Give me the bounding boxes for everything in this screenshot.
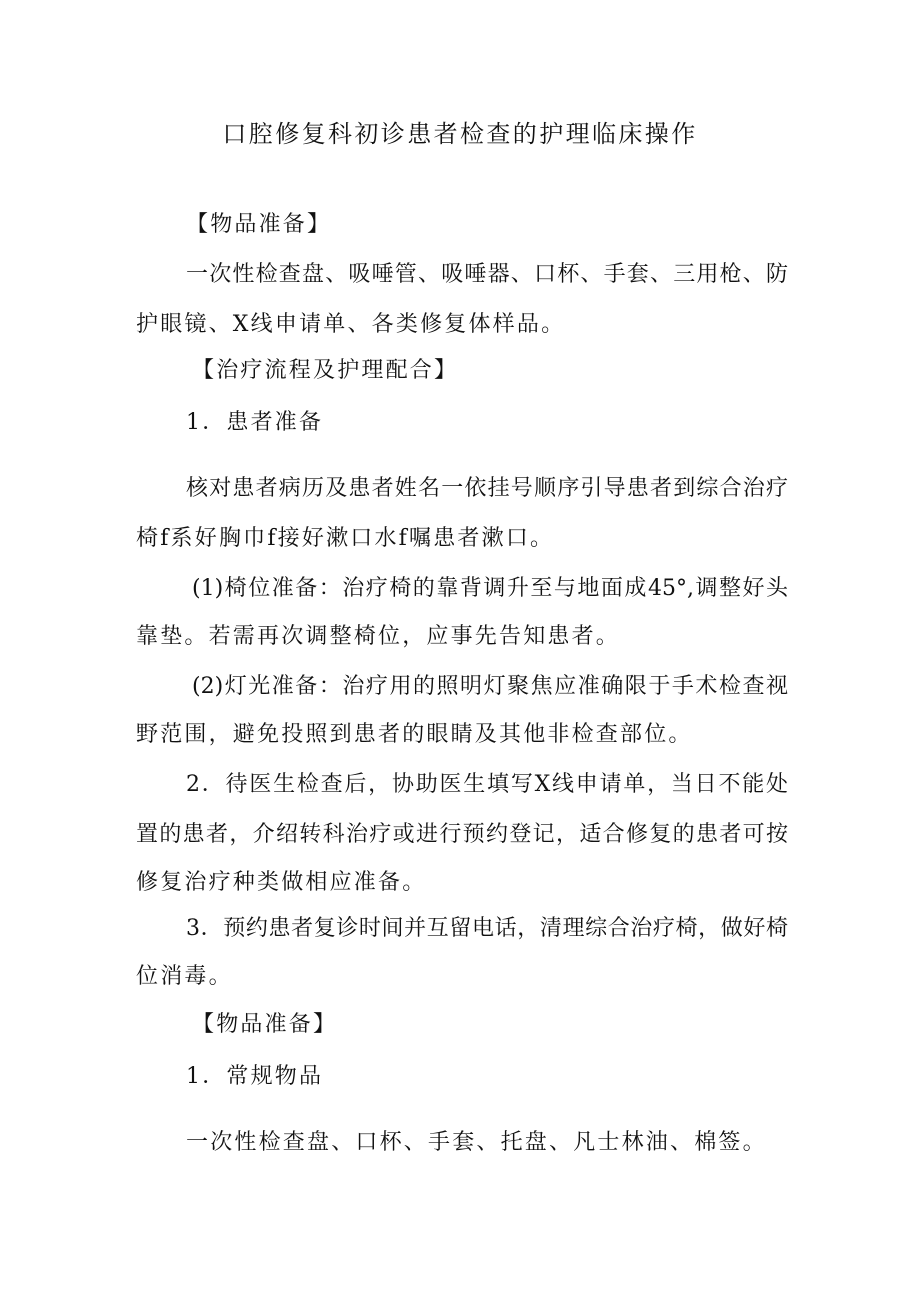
paragraph-line: (1)椅位准备：治疗椅的靠背调升至与地面成45°,调整好头 bbox=[192, 576, 788, 601]
paragraph-line: 椅f系好胸巾f接好漱口水f嘱患者漱口。 bbox=[136, 526, 555, 551]
paragraph-line: 3．预约患者复诊时间并互留电话，清理综合治疗椅，做好椅 bbox=[186, 916, 788, 941]
section-heading: 【物品准备】 bbox=[186, 212, 332, 237]
paragraph-line: 位消毒。 bbox=[136, 964, 233, 989]
paragraph-line: 2．待医生检查后，协助医生填写X线申请单，当日不能处 bbox=[186, 772, 788, 797]
paragraph-line: 一次性检查盘、吸唾管、吸唾器、口杯、手套、三用枪、防 bbox=[186, 262, 788, 287]
list-item-heading: 1．患者准备 bbox=[186, 410, 324, 435]
paragraph-line: 靠垫。若需再次调整椅位，应事先告知患者。 bbox=[136, 624, 621, 649]
list-item-heading: 1．常规物品 bbox=[186, 1064, 324, 1089]
paragraph-line: 置的患者，介绍转科治疗或进行预约登记，适合修复的患者可按 bbox=[136, 822, 788, 847]
paragraph-line: 护眼镜、X线申请单、各类修复体样品。 bbox=[136, 312, 566, 337]
section-heading: 【物品准备】 bbox=[192, 1012, 338, 1037]
paragraph-line: (2)灯光准备：治疗用的照明灯聚焦应准确限于手术检查视 bbox=[192, 674, 788, 699]
section-heading: 【治疗流程及护理配合】 bbox=[192, 358, 459, 383]
paragraph-line: 核对患者病历及患者姓名一依挂号顺序引导患者到综合治疗 bbox=[186, 476, 788, 501]
paragraph-line: 一次性检查盘、口杯、手套、托盘、凡士林油、棉签。 bbox=[186, 1130, 767, 1155]
page-title: 口腔修复科初诊患者检查的护理临床操作 bbox=[222, 120, 698, 148]
paragraph-line: 修复治疗种类做相应准备。 bbox=[136, 870, 427, 895]
paragraph-line: 野范围，避免投照到患者的眼睛及其他非检查部位。 bbox=[136, 722, 693, 747]
